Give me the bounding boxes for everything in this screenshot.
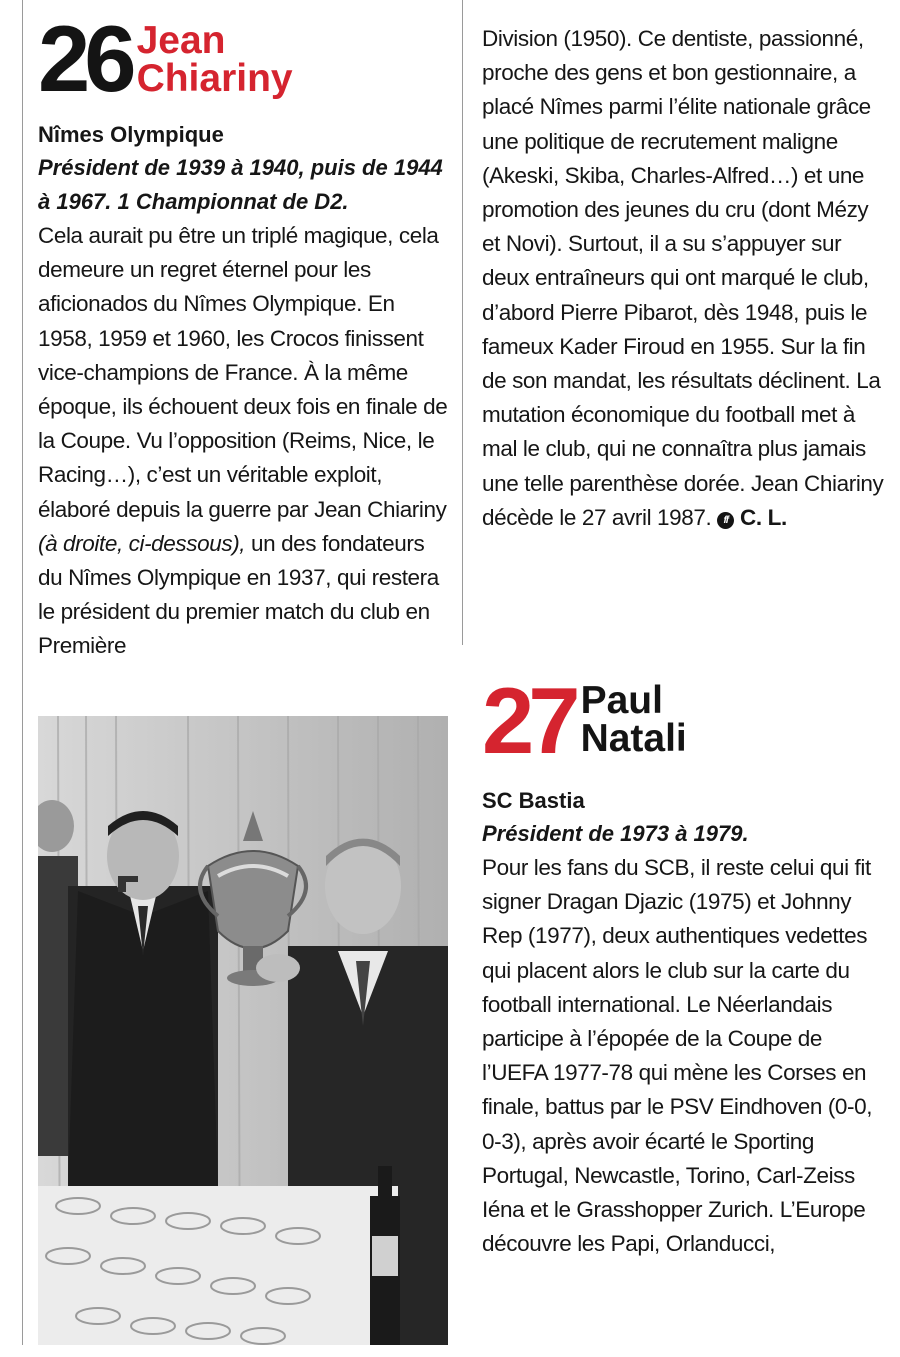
entry-27-number: 27 (482, 668, 575, 773)
entry-27-club: SC Bastia (482, 788, 585, 813)
entry-26 (38, 6, 454, 664)
entry-27-tenure: Président de 1973 à 1979. (482, 821, 749, 846)
entry-26-name (136, 19, 293, 100)
entry-26-first-name: Jean (136, 19, 226, 62)
entry-26-body-part1: Cela aurait pu être un triplé magique, cela demeure un regret éternel pour les aficionados du Nîmes Olympique. En 1958, 1959 et 1960, les Crocos finissent vice-champions de France. À la même époque, ils échouent deux fois en finale de la Coupe. Vu l’opposition (Reims, Nice, le Racing…), c’est un véritable exploit, élaboré depuis la guerre par Jean Chiariny (38, 223, 448, 522)
entry-26-body-continued: Division (1950). Ce dentiste, passionné, proche des gens et bon gestionnaire, a placé Nîmes parmi l’élite nationale grâce une politique de recrutement maligne (Akeski, Skiba, Charles-Alfred…) et une promotion des jeunes du cru (dont Mézy et Novi). Surtout, il a su s’appuyer sur deux entraîneurs qui ont marqué le club, d’abord Pierre Pibarot, dès 1948, puis le fameux Kader Firoud en 1955. Sur la fin de son mandat, les résultats déclinent. La mutation économique du football met à mal le club, qui ne connaîtra plus jamais une telle parenthèse dorée. Jean Chiariny décède le 27 avril 1987. (482, 26, 884, 530)
entry-26-tenure: Président de 1939 à 1940, puis de 1944 à 1967. 1 Championnat de D2. (38, 155, 443, 214)
magazine-logo-icon: ff (717, 512, 734, 529)
entry-27-first-name: Paul (580, 679, 663, 722)
entry-27-headline (482, 668, 892, 784)
entry-26-continued (482, 22, 892, 535)
entry-26-number: 26 (38, 6, 131, 111)
entry-27-name (580, 679, 687, 760)
entry-26-last-name: Chiariny (136, 57, 293, 100)
entry-26-club: Nîmes Olympique (38, 122, 224, 147)
entry-26-body (38, 219, 454, 664)
column-rule-middle (462, 0, 463, 645)
entry-27 (482, 668, 892, 1261)
archive-photo-trophy (38, 716, 448, 1345)
column-rule-left (22, 0, 23, 1345)
entry-26-headline (38, 6, 454, 118)
entry-26-signature: C. L. (740, 504, 787, 530)
entry-26-photo-caption-ref: (à droite, ci-dessous), (38, 530, 246, 556)
entry-26-body-part2: un des fondateurs du Nîmes Olympique en 1937, qui restera le président du premier match du club en Première (38, 530, 439, 659)
entry-26-signature-block (717, 505, 787, 530)
entry-26-body-continued-paragraph (482, 22, 892, 535)
entry-27-last-name: Natali (580, 717, 687, 760)
entry-27-body: Pour les fans du SCB, il reste celui qui fit signer Dragan Djazic (1975) et Johnny Rep (1977), deux authentiques vedettes qui placent alors le club sur la carte du football international. Le Néerlandais participe à l’épopée de la Coupe de l’UEFA 1977-78 qui mène les Corses en finale, battus par le PSV Eindhoven (0-0, 0-3), après avoir écarté le Sporting Portugal, Newcastle, Torino, Carl-Zeiss Iéna et le Grasshopper Zurich. L’Europe découvre les Papi, Orlanducci, (482, 855, 873, 1257)
